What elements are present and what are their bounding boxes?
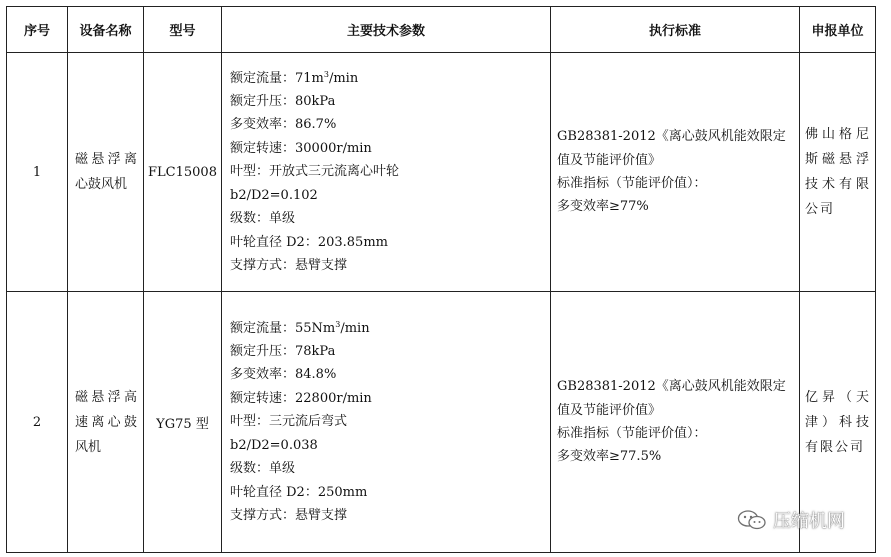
header-model: 型号 [144, 7, 222, 53]
wechat-icon [737, 510, 767, 530]
indicator-value: 多变效率≥77.5% [557, 449, 662, 465]
param-pressure: 额定升压：80kPa [230, 94, 336, 110]
indicator-label: 标准指标（节能评价值）： [557, 426, 707, 441]
device-name: 磁悬浮离心鼓风机 [68, 53, 144, 292]
param-stages: 级数：单级 [230, 461, 296, 477]
param-diameter: 叶轮直径 D2：203.85mm [230, 234, 388, 250]
param-diameter: 叶轮直径 D2：250mm [230, 484, 368, 500]
param-flow: 额定流量：$71m^3/\min$ [230, 69, 359, 86]
device-name: 磁悬浮高速离心鼓风机 [68, 292, 144, 553]
standard-cell [551, 53, 800, 292]
param-speed: 额定转速：22800r/min [230, 390, 372, 406]
header-unit: 申报单位 [800, 7, 876, 53]
watermark-text: 压缩机网 [773, 511, 845, 532]
header-name: 设备名称 [68, 7, 144, 53]
header-standard: 执行标准 [551, 7, 800, 53]
param-ratio: b2/D2=0.038 [230, 437, 318, 453]
header-no: 序号 [7, 7, 68, 53]
param-support: 支撑方式：悬臂支撑 [230, 257, 348, 273]
indicator-label: 标准指标（节能评价值）： [557, 176, 707, 191]
blower-table [6, 6, 876, 553]
param-efficiency: 多变效率：86.7% [230, 117, 337, 133]
header-params: 主要技术参数 [222, 7, 551, 53]
param-impeller-type: 叶型：三元流后弯式 [230, 414, 348, 430]
table-row [7, 53, 876, 292]
standard-name: GB28381-2012《离心鼓风机能效限定值及节能评价值》 [557, 129, 786, 168]
param-efficiency: 多变效率：84.8% [230, 367, 337, 383]
param-impeller-type: 叶型：开放式三元流离心叶轮 [230, 164, 400, 180]
param-speed: 额定转速：30000r/min [230, 140, 372, 156]
model-number: FLC15008 [144, 53, 222, 292]
applicant-unit: 佛山格尼斯磁悬浮技术有限公司 [800, 53, 876, 292]
applicant-unit: 亿昇（天津）科技有限公司 [800, 292, 876, 553]
indicator-value: 多变效率≥77% [557, 199, 649, 215]
param-pressure: 额定升压：78kPa [230, 344, 336, 360]
param-support: 支撑方式：悬臂支撑 [230, 507, 348, 523]
tech-params [222, 292, 551, 553]
tech-params [222, 53, 551, 292]
row-number: 2 [7, 292, 68, 553]
param-stages: 级数：单级 [230, 211, 296, 227]
param-flow: 额定流量：55Nm$^3$/min [230, 319, 370, 336]
param-ratio: b2/D2=0.102 [230, 187, 318, 203]
standard-name: GB28381-2012《离心鼓风机能效限定值及节能评价值》 [557, 379, 786, 418]
watermark [737, 507, 845, 533]
row-number: 1 [7, 53, 68, 292]
model-number: YG75 型 [144, 292, 222, 553]
header-row [7, 7, 876, 53]
